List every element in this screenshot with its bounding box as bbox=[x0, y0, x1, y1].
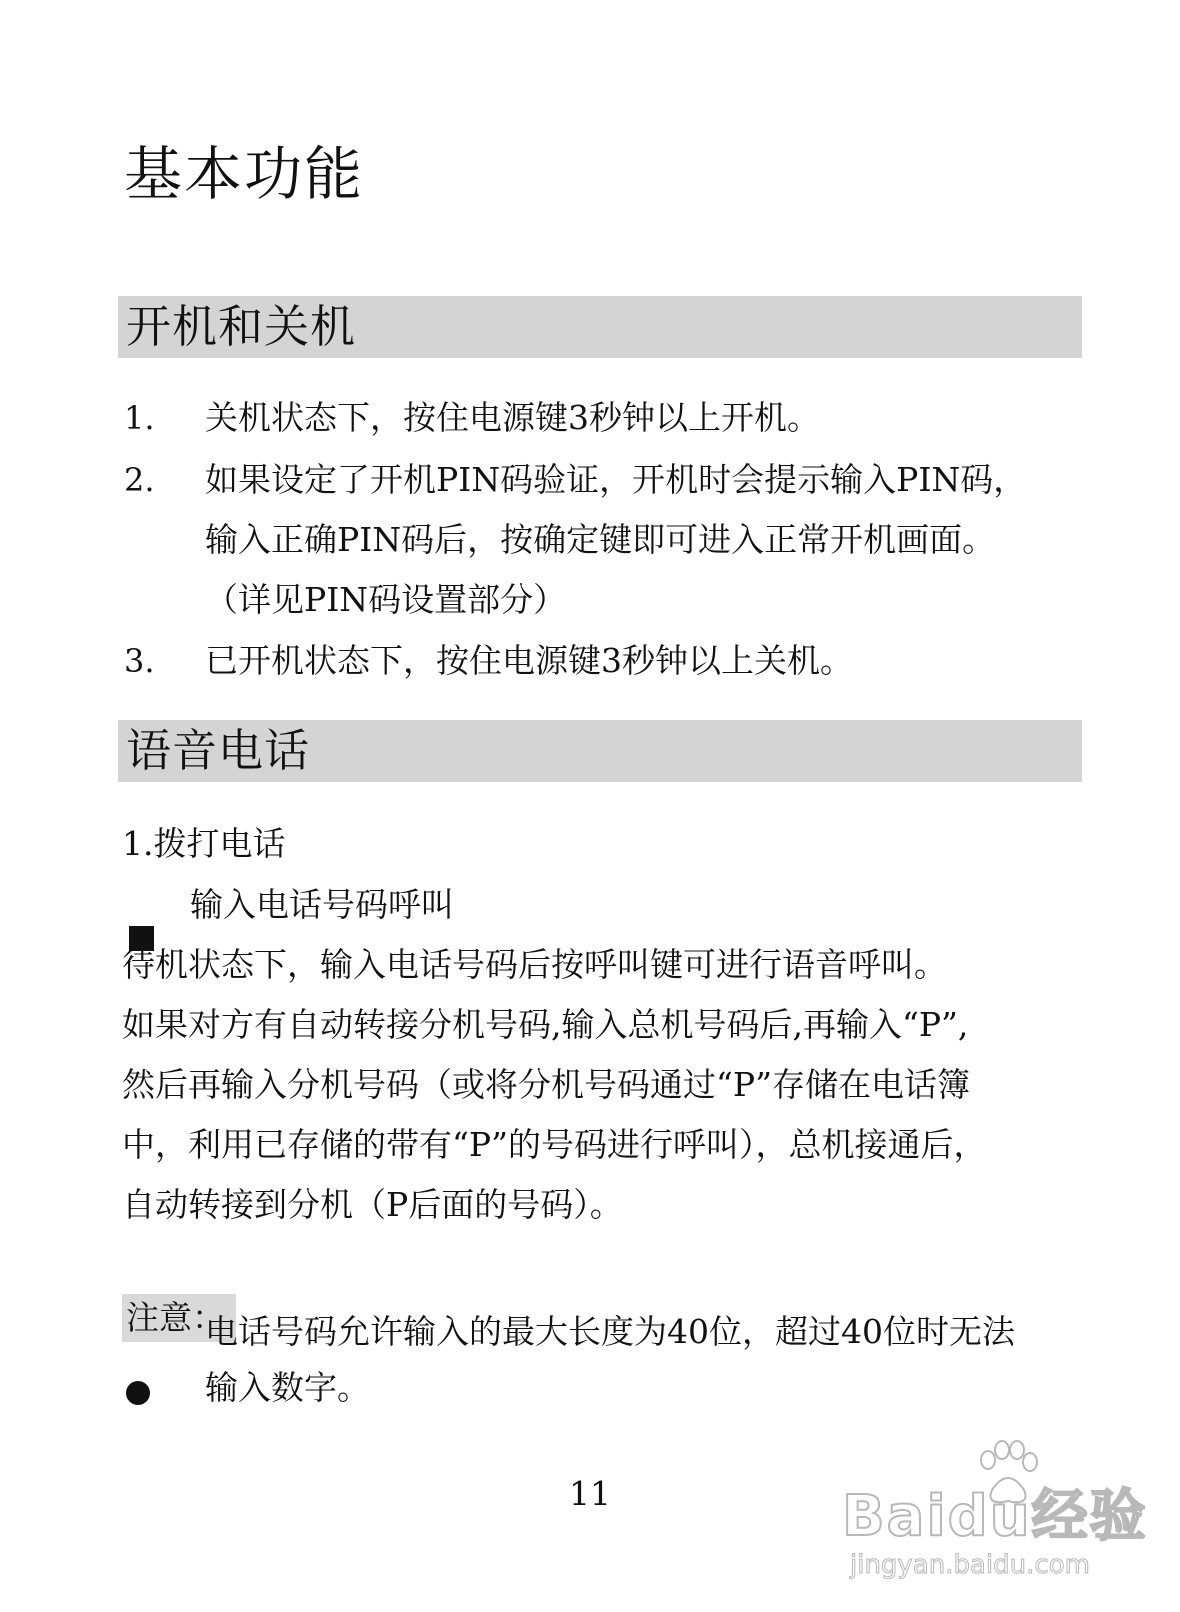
section-title: 开机和关机 bbox=[126, 300, 357, 353]
list-item-text: 如果设定了开机PIN码验证，开机时会提示输入PIN码， bbox=[205, 460, 1027, 499]
watermark-brand: Baidu经验 bbox=[842, 1484, 1148, 1549]
paragraph-line: 然后再输入分机号码（或将分机号码通过“P”存储在电话簿 bbox=[122, 1065, 970, 1104]
paragraph-line: 中，利用已存储的带有“P”的号码进行呼叫），总机接通后， bbox=[122, 1125, 987, 1164]
bullet-dot-icon bbox=[126, 1381, 150, 1405]
section-header-power bbox=[118, 296, 1082, 358]
subheading: 1.拨打电话 bbox=[122, 824, 286, 863]
page-title: 基本功能 bbox=[124, 140, 365, 208]
page-number: 11 bbox=[569, 1474, 611, 1513]
list-item-number: 1. bbox=[124, 399, 155, 437]
list-item-text: 已开机状态下，按住电源键3秒钟以上关机。 bbox=[205, 641, 853, 680]
baidu-watermark bbox=[842, 1440, 1162, 1590]
watermark-url: jingyan.baidu.com bbox=[850, 1550, 1090, 1580]
section-header-voice-call bbox=[118, 720, 1082, 782]
list-item-number: 3. bbox=[124, 642, 155, 680]
square-item-text: 输入电话号码呼叫 bbox=[190, 885, 454, 924]
list-item-text: （详见PIN码设置部分） bbox=[205, 580, 567, 619]
paragraph: 待机状态下，输入电话号码后按呼叫键可进行语音呼叫。 bbox=[122, 945, 947, 984]
section-title: 语音电话 bbox=[126, 724, 311, 777]
bullet-text: 输入数字。 bbox=[205, 1368, 370, 1407]
list-item-number: 2. bbox=[124, 461, 155, 499]
paragraph-line: 如果对方有自动转接分机号码,输入总机号码后,再输入“P”, bbox=[122, 1005, 969, 1044]
bullet-text: 电话号码允许输入的最大长度为40位，超过40位时无法 bbox=[205, 1312, 1015, 1351]
list-item-text: 关机状态下，按住电源键3秒钟以上开机。 bbox=[205, 398, 820, 437]
paragraph-line: 自动转接到分机（P后面的号码）。 bbox=[122, 1185, 623, 1224]
note-label-text: 注意： bbox=[126, 1298, 225, 1337]
list-item-text: 输入正确PIN码后，按确定键即可进入正常开机画面。 bbox=[205, 520, 996, 559]
